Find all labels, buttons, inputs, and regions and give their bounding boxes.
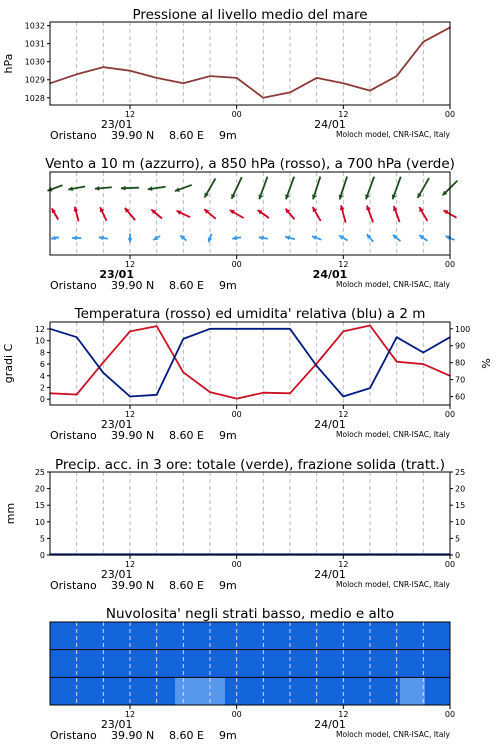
y-tick-label: 10	[34, 336, 45, 346]
y-tick-label: 25	[34, 468, 45, 477]
y-tick-label: 5	[39, 534, 45, 544]
cloud-cell	[350, 677, 376, 705]
cloud-cell	[425, 677, 451, 705]
cloud-cell	[425, 622, 451, 650]
temperature-line-point	[263, 392, 265, 394]
station-lat: 39.90 N	[111, 279, 155, 292]
date-label: 23/01	[99, 268, 134, 281]
cloud-cell	[175, 650, 201, 678]
x-tick-label: 12	[124, 560, 136, 569]
humidity-line-point	[289, 328, 291, 330]
model-credit: Moloch model, CNR-ISAC, Italy	[336, 580, 450, 589]
x-tick-label: 00	[231, 110, 242, 119]
temperature-line-point	[369, 325, 371, 327]
cloud-cell	[50, 622, 76, 650]
station-lat: 39.90 N	[111, 429, 155, 442]
y2-tick-label: 5	[455, 534, 461, 544]
temperature-line-point	[236, 398, 238, 400]
pressure-line-point	[369, 90, 371, 92]
temperature-line-point	[156, 325, 158, 327]
x-tick-label: 00	[444, 110, 456, 119]
date-label: 23/01	[100, 568, 133, 581]
cloud-cell	[125, 622, 151, 650]
y2-tick-label: 20	[455, 484, 466, 494]
x-tick-label: 00	[231, 410, 242, 419]
x-tick-label: 12	[338, 260, 349, 269]
y-tick-label: 6	[39, 360, 45, 370]
temperature-line-point	[183, 371, 185, 373]
model-credit: Moloch model, CNR-ISAC, Italy	[336, 280, 450, 289]
station-alt: 9m	[219, 129, 237, 142]
pressure-line-point	[343, 83, 345, 85]
humidity-line-point	[369, 387, 371, 389]
cloud-cell	[150, 677, 176, 705]
cloud-cell	[200, 677, 226, 705]
cloud-cell	[325, 677, 351, 705]
date-label: 23/01	[100, 118, 133, 131]
temperature-line-point	[289, 393, 291, 395]
y-tick-label: 1028	[24, 93, 45, 103]
x-tick-label: 00	[231, 560, 242, 569]
x-tick-label: 12	[338, 560, 349, 569]
humidity-line-point	[316, 365, 318, 367]
cloud-cell	[175, 677, 201, 705]
x-tick-label: 12	[338, 410, 349, 419]
y2-tick-label: 10	[455, 517, 466, 527]
pressure-line-point	[236, 77, 238, 79]
x-tick-label: 00	[444, 710, 456, 719]
y-tick-label: 0	[39, 395, 45, 405]
station-lon: 8.60 E	[169, 279, 204, 292]
date-label: 24/01	[312, 268, 348, 281]
humidity-line-point	[183, 338, 185, 340]
y2-tick-label: 0	[455, 551, 461, 560]
cloud-cell	[250, 677, 276, 705]
x-tick-label: 12	[124, 260, 136, 269]
panel-title: Temperatura (rosso) ed umidita' relativa (blu) a 2 m	[74, 306, 426, 322]
cloud-cell	[300, 650, 326, 678]
humidity-line-point	[103, 372, 105, 374]
station-name: Oristano	[50, 279, 97, 292]
x-tick-label: 12	[338, 710, 349, 719]
y2-tick-label: 100	[455, 324, 471, 334]
pressure-line-point	[289, 92, 291, 94]
date-label: 24/01	[314, 568, 346, 581]
cloud-cell	[125, 677, 151, 705]
pressure-line-point	[103, 66, 105, 68]
y2-axis-label: %	[480, 358, 493, 369]
pressure-line-point	[76, 74, 78, 76]
x-tick-label: 00	[444, 410, 456, 419]
date-label: 23/01	[100, 718, 133, 731]
y-tick-label: 1032	[24, 21, 45, 31]
y-tick-label: 1029	[24, 75, 45, 85]
y-tick-label: 12	[34, 325, 45, 335]
x-tick-label: 12	[124, 410, 136, 419]
humidity-line-point	[396, 336, 398, 338]
pressure-line-point	[209, 75, 211, 77]
temperature-line-point	[129, 331, 131, 333]
cloud-cell	[75, 622, 101, 650]
panel-title: Vento a 10 m (azzurro), a 850 hPa (rosso), a 700 hPa (verde)	[45, 156, 455, 172]
station-alt: 9m	[219, 579, 237, 592]
cloud-cell	[150, 650, 176, 678]
cloud-cell	[250, 622, 276, 650]
humidity-line-point	[343, 396, 345, 398]
x-tick-label: 12	[124, 710, 136, 719]
cloud-cell	[75, 650, 101, 678]
cloud-cell	[300, 677, 326, 705]
x-tick-label: 00	[444, 260, 456, 269]
pressure-line-point	[263, 97, 265, 99]
y2-tick-label: 70	[455, 375, 466, 385]
station-lon: 8.60 E	[169, 729, 204, 742]
station-lon: 8.60 E	[169, 129, 204, 142]
pressure-line-point	[316, 77, 318, 79]
cloud-cell	[200, 650, 226, 678]
y-axis-label: mm	[4, 502, 17, 525]
station-lat: 39.90 N	[111, 729, 155, 742]
station-alt: 9m	[219, 429, 237, 442]
panel-title: Pressione al livello medio del mare	[132, 7, 368, 23]
y-tick-label: 1030	[24, 57, 45, 67]
station-lon: 8.60 E	[169, 579, 204, 592]
x-tick-label: 12	[338, 110, 349, 119]
pressure-line-point	[423, 41, 425, 43]
humidity-line-point	[76, 336, 78, 338]
y-tick-label: 8	[39, 348, 45, 358]
y-tick-label: 4	[39, 371, 45, 381]
y2-tick-label: 25	[455, 468, 466, 477]
model-credit: Moloch model, CNR-ISAC, Italy	[336, 730, 450, 739]
x-tick-label: 00	[231, 710, 242, 719]
date-label: 24/01	[314, 718, 346, 731]
humidity-line-point	[129, 396, 131, 398]
cloud-cell	[75, 677, 101, 705]
y-tick-label: 1031	[24, 39, 45, 49]
y-axis-label: hPa	[2, 53, 15, 74]
cloud-cell	[275, 677, 301, 705]
pressure-line-point	[156, 77, 158, 79]
temperature-line-point	[396, 361, 398, 363]
y-tick-label: 0	[39, 551, 45, 560]
humidity-line-point	[209, 328, 211, 330]
cloud-cell	[275, 650, 301, 678]
temperature-line-point	[103, 362, 105, 364]
model-credit: Moloch model, CNR-ISAC, Italy	[336, 430, 450, 439]
station-lon: 8.60 E	[169, 429, 204, 442]
temperature-line-point	[76, 394, 78, 396]
cloud-cell	[200, 622, 226, 650]
x-tick-label: 12	[124, 110, 136, 119]
cloud-cell	[300, 622, 326, 650]
date-label: 24/01	[314, 418, 346, 431]
cloud-cell	[275, 622, 301, 650]
cloud-cell	[225, 622, 251, 650]
pressure-line-point	[183, 83, 185, 85]
y2-tick-label: 15	[455, 501, 466, 511]
cloud-cell	[150, 622, 176, 650]
panel-title: Nuvolosita' negli strati basso, medio e alto	[105, 606, 395, 622]
cloud-cell	[325, 650, 351, 678]
humidity-line-point	[236, 328, 238, 330]
y-tick-label: 10	[34, 517, 45, 527]
panel-title: Precip. acc. in 3 ore: totale (verde), frazione solida (tratt.)	[55, 457, 445, 473]
cloud-cell	[175, 622, 201, 650]
x-tick-label: 00	[444, 560, 456, 569]
model-credit: Moloch model, CNR-ISAC, Italy	[336, 130, 450, 139]
station-lat: 39.90 N	[111, 579, 155, 592]
cloud-cell	[350, 622, 376, 650]
cloud-cell	[350, 650, 376, 678]
y2-tick-label: 60	[455, 392, 466, 402]
cloud-cell	[50, 677, 76, 705]
temperature-line-point	[343, 331, 345, 333]
y-tick-label: 2	[39, 383, 45, 393]
temperature-line-point	[209, 391, 211, 393]
cloud-cell	[425, 650, 451, 678]
cloud-cell	[400, 622, 426, 650]
date-label: 23/01	[100, 418, 133, 431]
y-tick-label: 20	[34, 484, 45, 494]
cloud-cell	[250, 650, 276, 678]
cloud-cell	[50, 650, 76, 678]
cloud-cell	[225, 650, 251, 678]
cloud-cell	[125, 650, 151, 678]
cloud-cell	[225, 677, 251, 705]
temperature-line-point	[423, 363, 425, 365]
humidity-line-point	[423, 352, 425, 354]
station-alt: 9m	[219, 729, 237, 742]
pressure-line-point	[396, 75, 398, 77]
y-tick-label: 15	[34, 501, 45, 511]
station-lat: 39.90 N	[111, 129, 155, 142]
y-axis-label: gradi C	[2, 343, 15, 384]
pressure-line-point	[129, 70, 131, 72]
humidity-line-point	[156, 394, 158, 396]
cloud-cell	[400, 650, 426, 678]
date-label: 24/01	[314, 118, 346, 131]
cloud-cell	[325, 622, 351, 650]
cloud-cell	[400, 677, 426, 705]
station-name: Oristano	[50, 129, 97, 142]
humidity-line-point	[263, 328, 265, 330]
y2-tick-label: 80	[455, 358, 466, 368]
x-tick-label: 00	[231, 260, 242, 269]
station-name: Oristano	[50, 729, 97, 742]
station-alt: 9m	[219, 279, 237, 292]
station-name: Oristano	[50, 579, 97, 592]
y2-tick-label: 90	[455, 341, 466, 351]
station-name: Oristano	[50, 429, 97, 442]
